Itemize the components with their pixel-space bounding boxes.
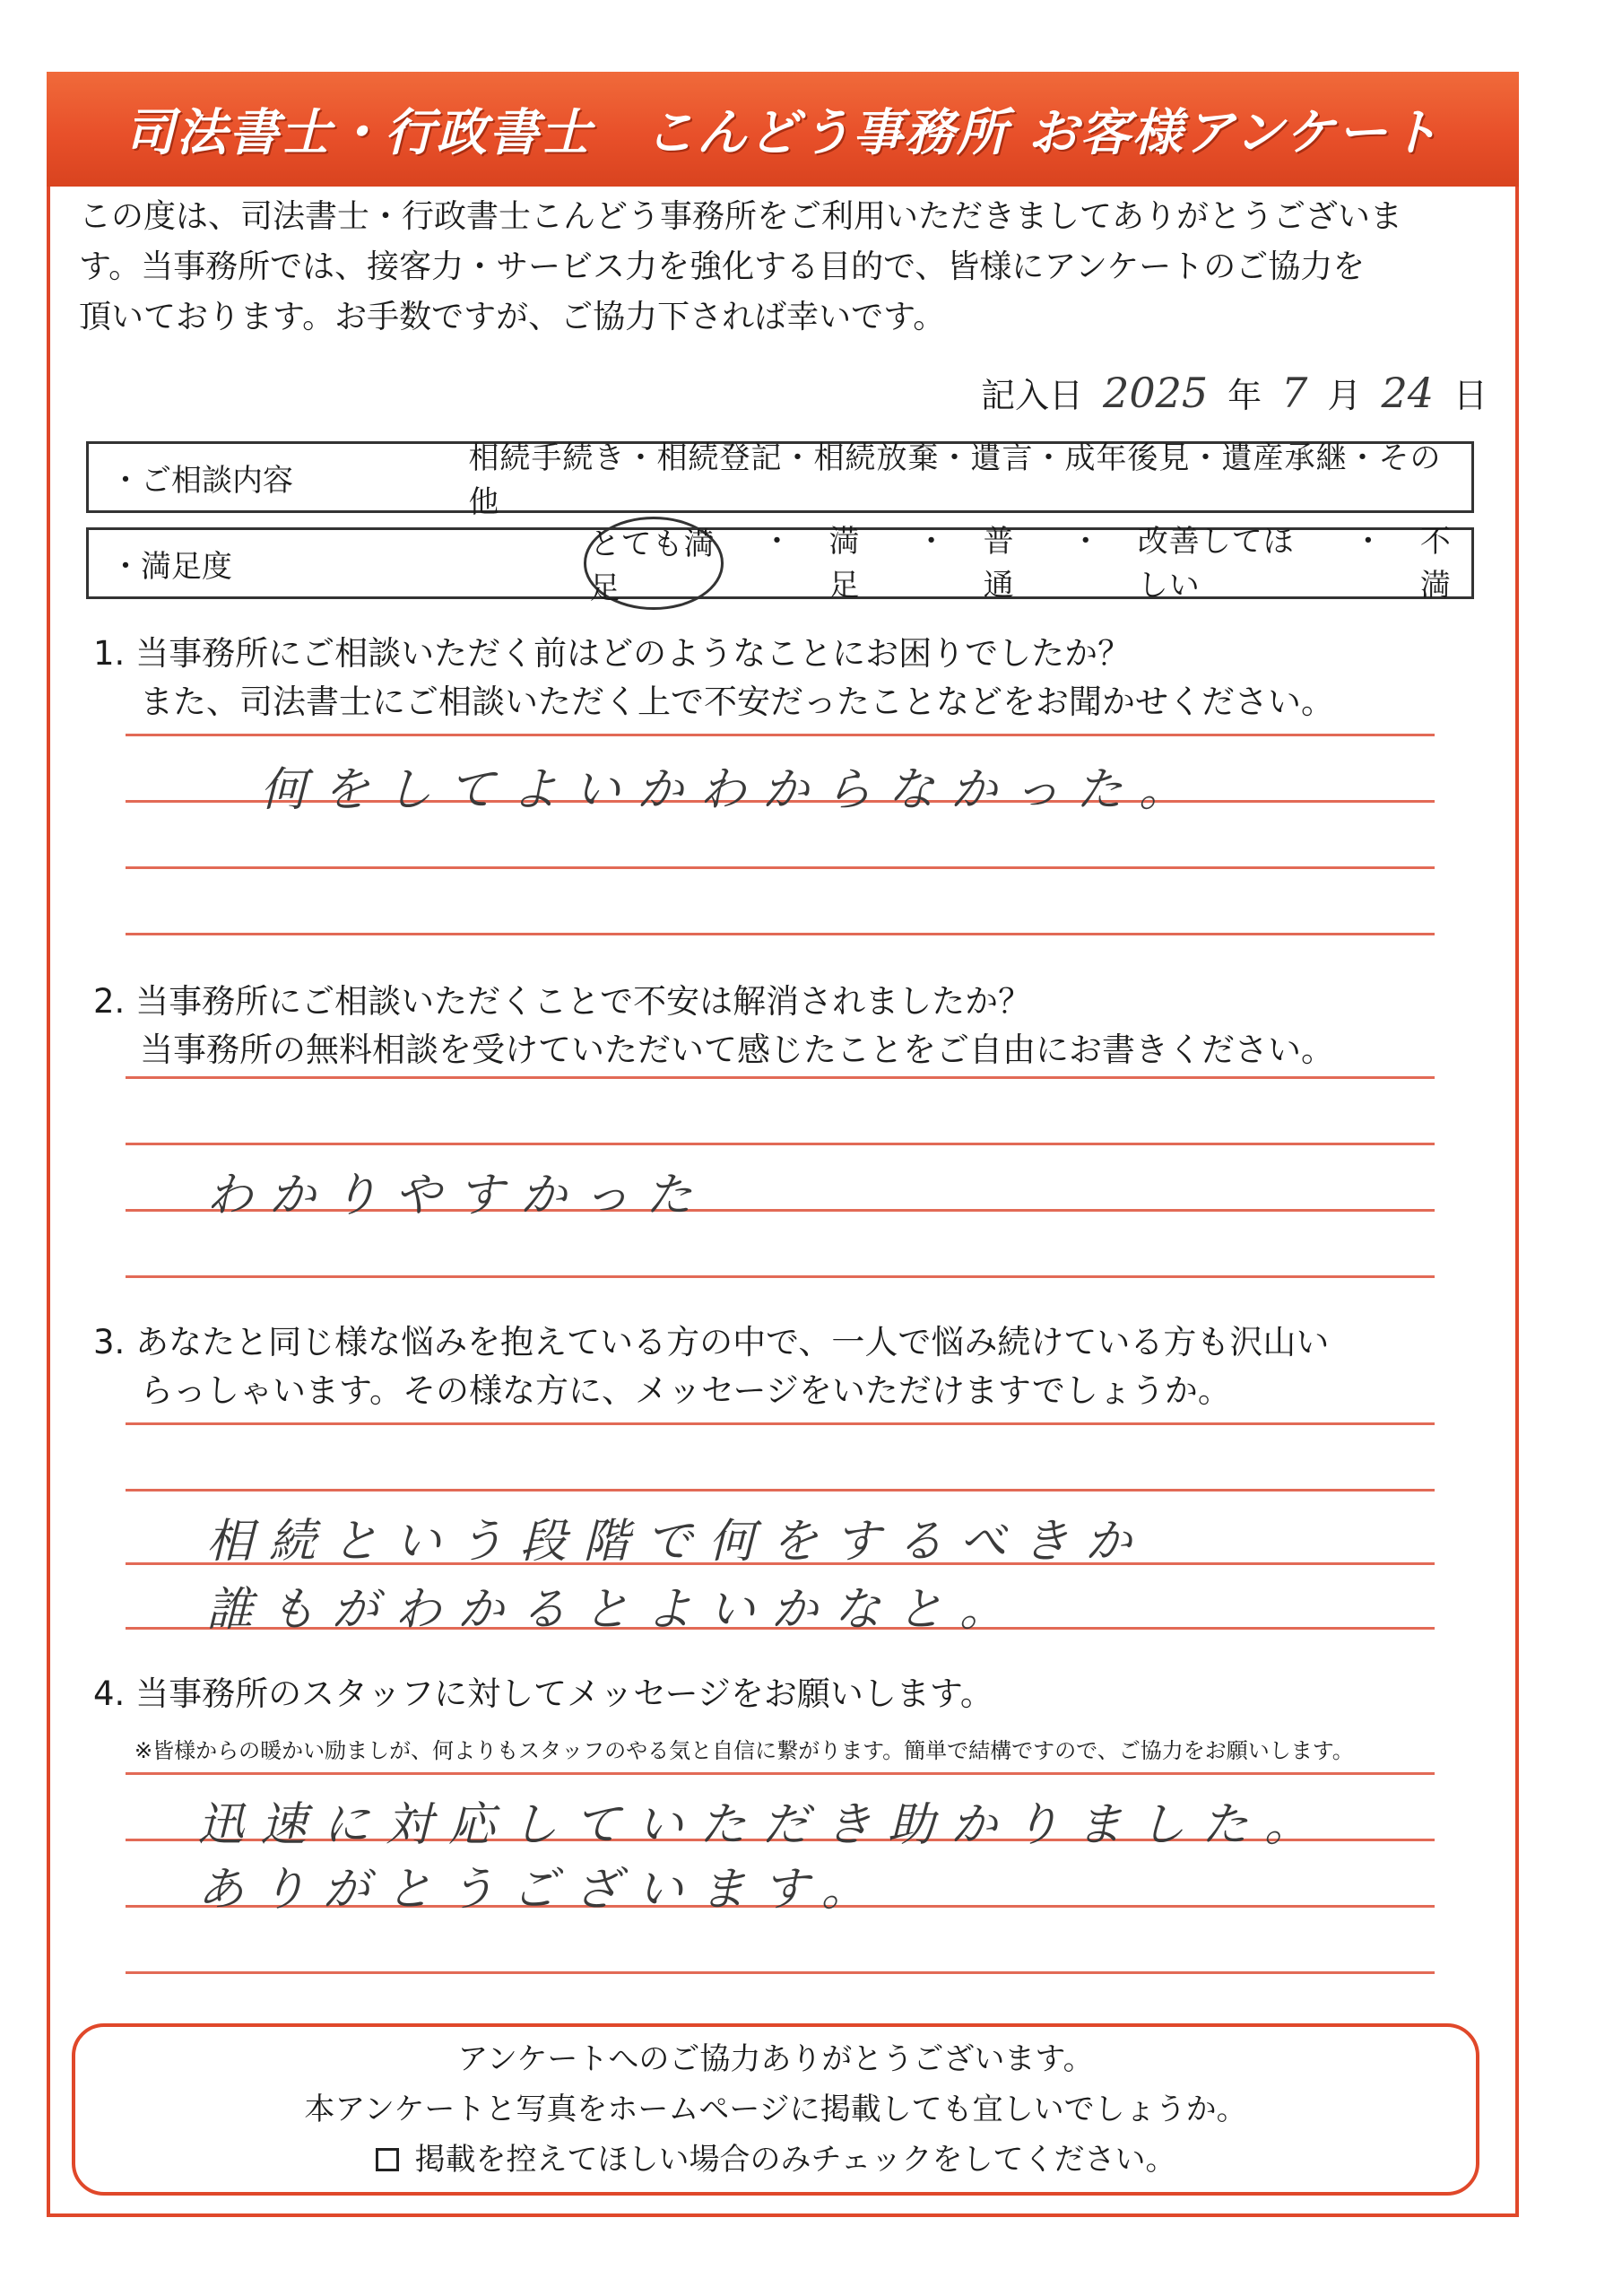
consult-type-box: [86, 440, 1474, 520]
consult-type-label: ・ご相談内容: [110, 462, 293, 499]
answer-rule: [126, 1971, 1435, 1974]
entry-date-month[interactable]: 7: [1281, 369, 1308, 417]
question-4-answer-line-2[interactable]: ありがとうございます。: [197, 1863, 884, 1917]
intro-line-1: この度は、司法書士・行政書士こんどう事務所をご利用いただきましてありがとうございま: [79, 198, 1403, 235]
intro-line-2: す。当事務所では、接客力・サービス力を強化する目的で、皆様にアンケートのご協力を: [79, 248, 1366, 285]
footer-consent-box: [72, 2023, 1479, 2196]
intro-line-3: 頂いております。お手数ですが、ご協力下されば幸いです。: [79, 299, 946, 335]
answer-rule: [126, 1275, 1435, 1278]
answer-rule: [126, 1076, 1435, 1079]
separator: ・: [1070, 524, 1102, 560]
consult-type-options[interactable]: 相続手続き・相続登記・相続放棄・遺言・成年後見・遺産承継・その他: [468, 440, 1442, 520]
entry-date-label: 記入日: [981, 376, 1084, 415]
question-2-line-1: 当事務所にご相談いただくことで不安は解消されましたか？: [135, 982, 1032, 1021]
satisfaction-options: [582, 517, 1471, 610]
separator: ・: [761, 524, 794, 560]
question-4-line-1: 当事務所のスタッフに対してメッセージをお願いします。: [135, 1674, 993, 1713]
satisfaction-option-normal[interactable]: 普通: [983, 524, 1015, 604]
question-1-line-1: 当事務所にご相談いただく前はどのようなことにお困りでしたか？: [135, 634, 1132, 673]
question-4-answer-line-1[interactable]: 迅速に対応していただき助かりました。: [197, 1798, 1328, 1852]
footer-question: 本アンケートと写真をホームページに掲載しても宜しいでしょうか。: [304, 2092, 1247, 2127]
intro-text: [79, 192, 1496, 343]
consent-checkbox-label: 掲載を控えてほしい場合のみチェックをしてください。: [414, 2142, 1176, 2178]
question-2-line-2: 当事務所の無料相談を受けていただいて感じたことをご自由にお書きください。: [140, 1031, 1334, 1069]
question-2-answer-line-1[interactable]: わかりやすかった: [206, 1169, 709, 1222]
entry-date-month-unit: 月: [1327, 376, 1362, 415]
entry-date-day-unit: 日: [1453, 376, 1488, 415]
entry-date-year[interactable]: 2025: [1103, 369, 1209, 417]
entry-date-year-unit: 年: [1227, 376, 1262, 415]
question-3-number: 3.: [93, 1323, 126, 1361]
question-3-answer-line-2[interactable]: 誰もがわかるとよいかなと。: [206, 1583, 1023, 1637]
answer-rule: [126, 1143, 1435, 1145]
question-2-number: 2.: [93, 982, 126, 1021]
survey-title: 司法書士・行政書士 こんどう事務所 お客様アンケート: [124, 104, 1442, 162]
satisfaction-option-unsatisfied[interactable]: 不満: [1419, 524, 1452, 604]
question-4-note: ※皆様からの暖かい励ましが、何よりもスタッフのやる気と自信に繋がります。簡単で結構ですので、ご協力をお願いします。: [134, 1738, 1354, 1763]
separator: ・: [1352, 524, 1384, 560]
answer-rule: [126, 734, 1435, 736]
entry-date-day[interactable]: 24: [1381, 369, 1434, 417]
answer-rule: [126, 1772, 1435, 1775]
consent-checkbox-row: [376, 2135, 1176, 2185]
answer-rule: [126, 1422, 1435, 1425]
satisfaction-label: ・満足度: [110, 548, 232, 585]
question-3-line-2: らっしゃいます。その様な方に、メッセージをいただけますでしょうか。: [140, 1371, 1231, 1410]
satisfaction-option-satisfied[interactable]: 満足: [828, 524, 861, 604]
title-banner: [47, 72, 1519, 187]
consent-checkbox[interactable]: [376, 2148, 399, 2171]
entry-date: [981, 368, 1488, 417]
answer-rule: [126, 1489, 1435, 1492]
satisfaction-box: [86, 524, 1474, 606]
question-4-number: 4.: [93, 1674, 126, 1713]
question-1: [93, 630, 1492, 726]
footer-thanks: アンケートへのご協力ありがとうございます。: [457, 2041, 1094, 2077]
answer-rule: [126, 866, 1435, 869]
question-1-line-2: また、司法書士にご相談いただく上で不安だったことなどをお聞かせください。: [140, 683, 1334, 721]
question-3-answer-line-1[interactable]: 相続という段階で何をするべきか: [206, 1515, 1149, 1569]
question-1-answer-line-1[interactable]: 何をしてよいかわからなかった。: [260, 763, 1202, 817]
answer-rule: [126, 933, 1435, 935]
question-3: [93, 1318, 1492, 1415]
question-3-line-1: あなたと同じ様な悩みを抱えている方の中で、一人で悩み続けている方も沢山い: [135, 1323, 1330, 1361]
separator: ・: [915, 524, 948, 560]
satisfaction-option-improve[interactable]: 改善してほしい: [1137, 524, 1295, 604]
satisfaction-option-very-satisfied[interactable]: とても満足: [584, 517, 724, 610]
question-2: [93, 978, 1492, 1074]
question-1-number: 1.: [93, 634, 126, 673]
question-4: [93, 1670, 1492, 1718]
